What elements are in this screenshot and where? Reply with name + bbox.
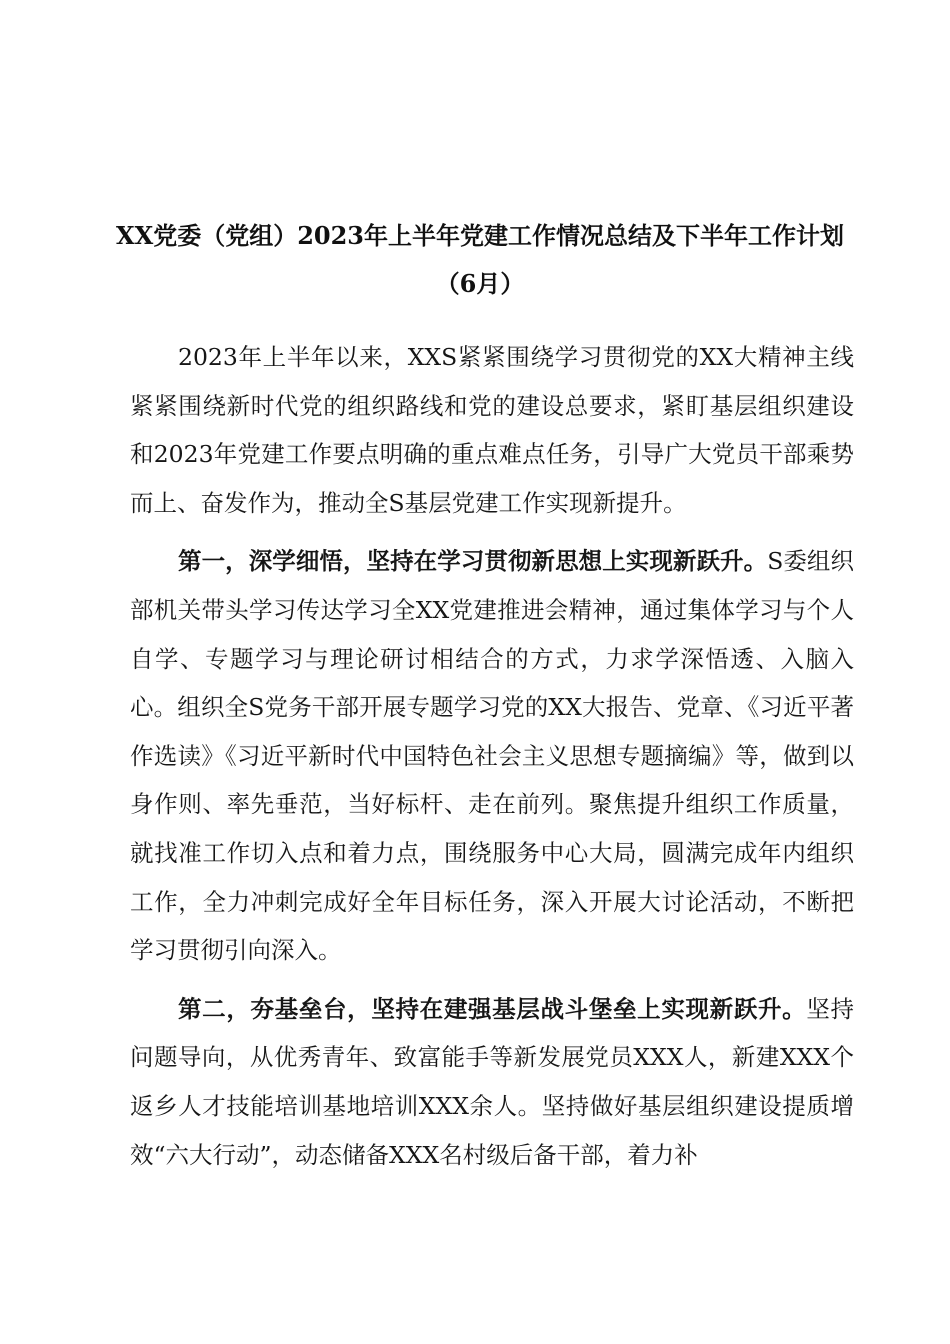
paragraph-lead: 第一，深学细悟，坚持在学习贯彻新思想上实现新跃升。	[178, 547, 768, 576]
paragraph-text: 坚持问题导向，从优秀青年、致富能手等新发展党员XXX人，新建XXX个返乡人才技能培训基地培训XXX余人。坚持做好基层组织建设提质增效“六大行动”，动态储备XXX名村级后备干部，着力补	[130, 994, 855, 1169]
paragraph-text: S委组织部机关带头学习传达学习全XX党建推进会精神，通过集体学习与个人自学、专题学习与理论研讨相结合的方式，力求学深悟透、入脑入心。组织全S党务干部开展专题学习党的XX大报告、党章、《习近平著作选读》《习近平新时代中国特色社会主义思想专题摘编》等，做到以身作则、率先垂范，当好标杆、走在前列。聚焦提升组织工作质量，就找准工作切入点和着力点，围绕服务中心大局，圆满完成年内组织工作，全力冲刺完成好全年目标任务，深入开展大讨论活动，不断把学习贯彻引向深入。	[130, 547, 854, 965]
paragraph-text: 2023年上半年以来，XXS紧紧围绕学习贯彻党的XX大精神主线紧紧围绕新时代党的组织路线和党的建设总要求，紧盯基层组织建设和2023年党建工作要点明确的重点难点任务，引导广大党员干部乘势而上、奋发作为，推动全S基层党建工作实现新提升。	[130, 343, 854, 517]
document-body	[130, 333, 854, 1179]
paragraph-section-1	[130, 537, 854, 974]
paragraph-intro	[130, 333, 854, 527]
paragraph-section-2	[130, 985, 854, 1179]
paragraph-lead: 第二，夯基垒台，坚持在建强基层战斗堡垒上实现新跃升。	[178, 994, 807, 1023]
document-title: XX党委（党组）2023年上半年党建工作情况总结及下半年工作计划（6月）	[115, 221, 845, 298]
